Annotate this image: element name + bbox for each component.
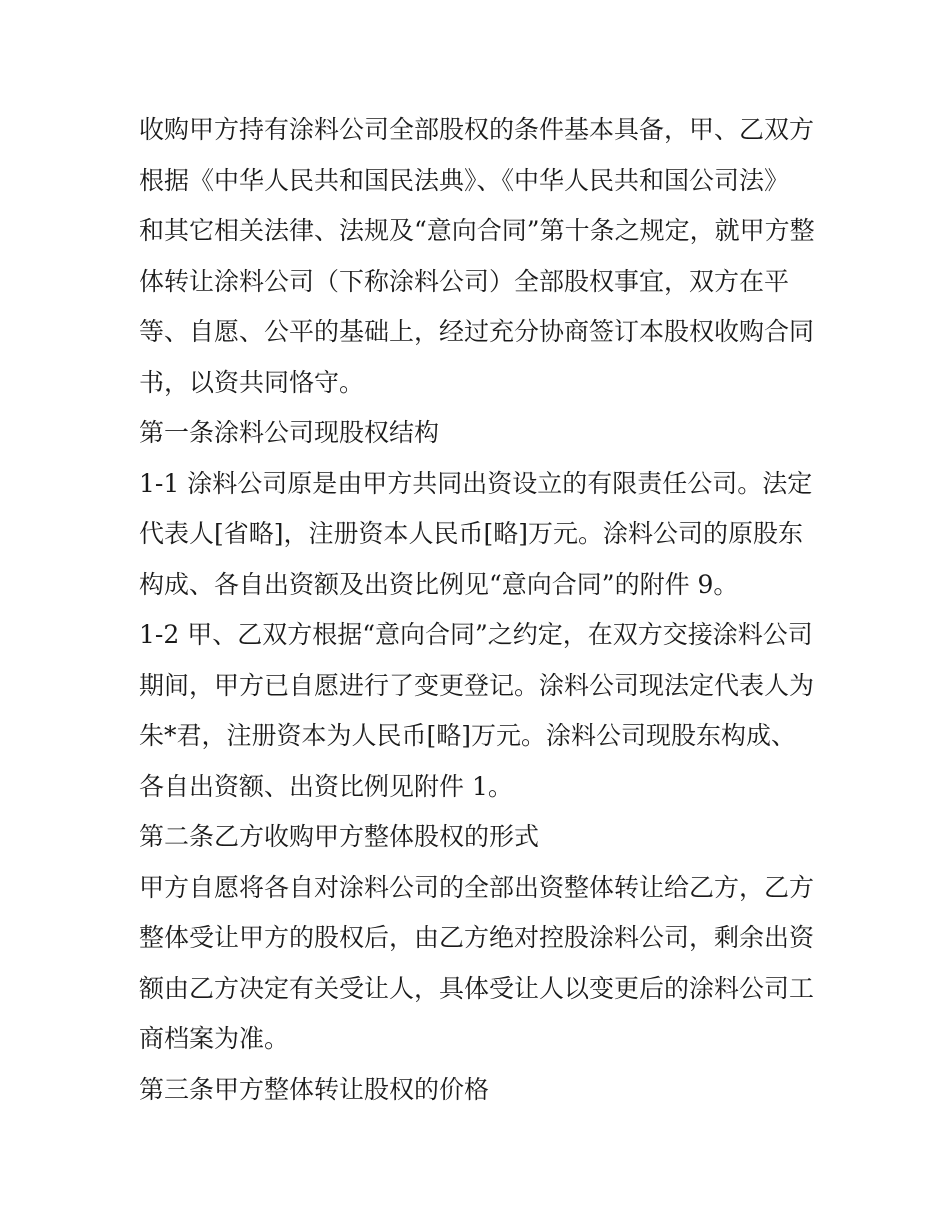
text-line: 1-2 甲、乙双方根据“意向合同”之约定，在双方交接涂料公司 <box>139 620 813 649</box>
text-line: 书，以资共同恪守。 <box>139 367 365 397</box>
text-line: 和其它相关法律、法规及“意向合同”第十条之规定，就甲方整 <box>139 216 815 245</box>
text-line: 体转让涂料公司（下称涂料公司）全部股权事宜，双方在平 <box>139 266 790 296</box>
section-heading: 第二条乙方收购甲方整体股权的形式 <box>139 822 540 851</box>
text-line: 代表人[省略]，注册资本人民币[略]万元。涂料公司的原股东 <box>139 519 804 548</box>
text-line: 甲方自愿将各自对涂料公司的全部出资整体转让给乙方，乙方 <box>139 872 815 902</box>
text-line: 期间，甲方已自愿进行了变更登记。涂料公司现法定代表人为 <box>139 670 815 700</box>
text-line: 额由乙方决定有关受让人，具体受让人以变更后的涂料公司工 <box>139 973 815 1003</box>
text-line: 1-1 涂料公司原是由甲方共同出资设立的有限责任公司。法定 <box>139 468 813 498</box>
text-line: 收购甲方持有涂料公司全部股权的条件基本具备，甲、乙双方 <box>139 115 815 144</box>
text-line: 商档案为准。 <box>139 1024 290 1053</box>
text-line: 各自出资额、出资比例见附件 1。 <box>139 771 513 801</box>
document-body <box>139 105 819 1115</box>
text-line: 整体受让甲方的股权后，由乙方绝对控股涂料公司，剩余出资 <box>139 923 815 952</box>
text-line: 等、自愿、公平的基础上，经过充分协商签订本股权收购合同 <box>139 317 815 346</box>
text-line: 朱*君，注册资本为人民币[略]万元。涂料公司现股东构成、 <box>139 721 797 750</box>
text-line: 构成、各自出资额及出资比例见“意向合同”的附件 9。 <box>139 569 739 599</box>
section-heading: 第三条甲方整体转让股权的价格 <box>139 1074 490 1104</box>
section-heading: 第一条涂料公司现股权结构 <box>139 418 440 447</box>
text-line: 根据《中华人民共和国民法典》、《中华人民共和国公司法》 <box>139 165 790 195</box>
